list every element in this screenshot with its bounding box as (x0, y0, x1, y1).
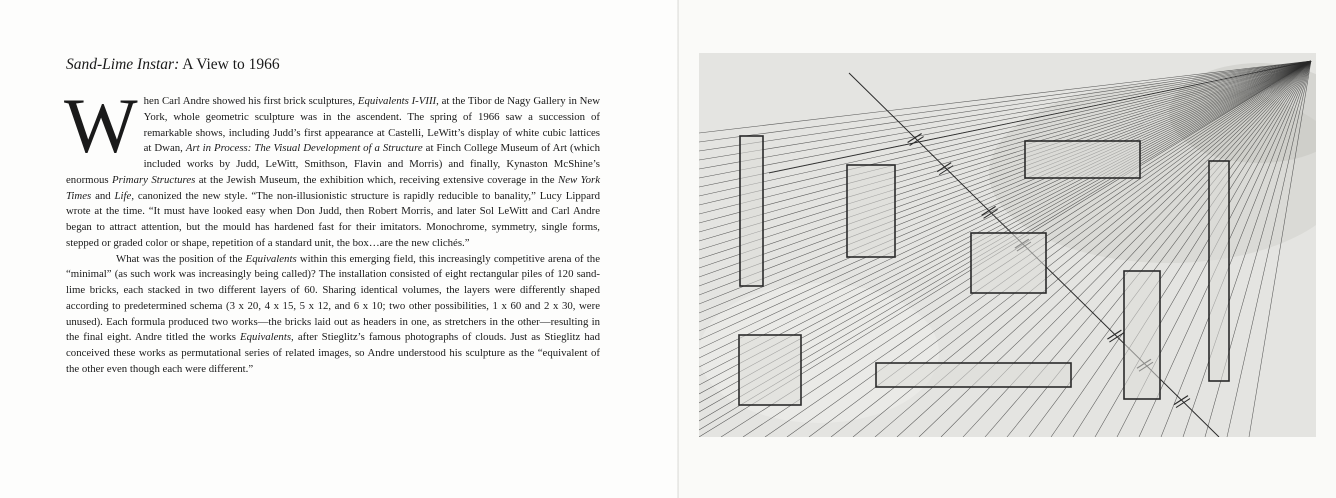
text-run: at Finch College Museum of Art (which included works by Judd, LeWitt, Smithson, Flavin and Morris) and finally, Kynaston McShine’s enormous (66, 142, 600, 186)
brick-pile-rectangle (876, 363, 1071, 387)
text-run: New York Times (66, 173, 601, 202)
heading-italic: Sand-Lime Instar: (66, 56, 180, 73)
text-run: Equivalents, (240, 331, 294, 344)
brick-pile-rectangle (1025, 141, 1140, 178)
paragraph-1-text (64, 82, 601, 249)
brick-pile-rectangle (971, 233, 1046, 293)
brick-pile-rectangle (1124, 271, 1160, 399)
text-run: Equivalents (245, 252, 297, 265)
text-run: Art in Process: The Visual Development of a Structure (185, 142, 423, 155)
text-run: Life (114, 189, 132, 202)
paragraph-2 (66, 252, 600, 378)
text-run: Equivalents I-VIII (357, 95, 437, 107)
brick-pile-rectangle (740, 136, 763, 286)
section-heading (66, 56, 280, 74)
paper-highlight (699, 283, 939, 423)
perspective-drawing (699, 53, 1316, 437)
text-run: , canonized the new style. “The non-illusionistic structure is rapidly reducible to banality,” Lucy Lippard wrote at the time. “It must have looked easy when Don Judd, then Robert Morris, and later Sol LeWitt and Carl Andre began to attract attention, but the mould has hardened fast for their imitators. Monochrome, symmetry, single forms, stepped or graded color or shape, repetition of a standard unit, the box…are the new clichés.” (66, 189, 600, 249)
brick-pile-rectangle (739, 335, 801, 405)
text-run: at the Jewish Museum, the exhibition which, receiving extensive coverage in the (195, 173, 558, 186)
brick-pile-rectangle (847, 165, 895, 257)
perspective-drawing-figure (699, 53, 1316, 437)
text-run: hen Carl Andre showed his first brick sculptures, (143, 95, 358, 107)
article-body (64, 82, 601, 378)
paragraph-1 (64, 82, 601, 252)
text-run: What was the position of the (116, 252, 246, 265)
text-run: and (91, 189, 115, 202)
heading-rest: A View to 1966 (179, 56, 280, 73)
text-run: Primary Structures (111, 173, 196, 186)
text-run: within this emerging field, this increasingly competitive arena of the “minimal” (as such work was increasingly being called)? The installation consisted of eight rectangular piles of 120 sand-lime bricks, each stacked in two different layers of 60. Sharing identical volumes, the layers were differently shaped according to predetermined schema (3 x 20, 4 x 15, 5 x 12, and 6 x 10; two other possibilities, 1 x 60 and 2 x 30, were unused). Each formula produced two works—the bricks laid out as headers in one, as stretchers in the other—resulting in the final eight. Andre titled the works (66, 252, 600, 344)
text-run: , at the Tibor de Nagy Gallery in New York, whole geometric sculpture was in the ascendent. The spring of 1966 saw a succession of remarkable shows, including Judd’s first appearance at Castelli, LeWitt’s display of white cubic lattices at Dwan, (143, 95, 600, 155)
drop-cap: W (64, 82, 138, 169)
brick-pile-rectangle (1209, 161, 1229, 381)
text-run: after Stieglitz’s famous photographs of clouds. Just as Stieglitz had conceived these works as permutational series of related images, so Andre understood his sculpture as the “equivalent of the other even though each were different.” (66, 331, 600, 375)
